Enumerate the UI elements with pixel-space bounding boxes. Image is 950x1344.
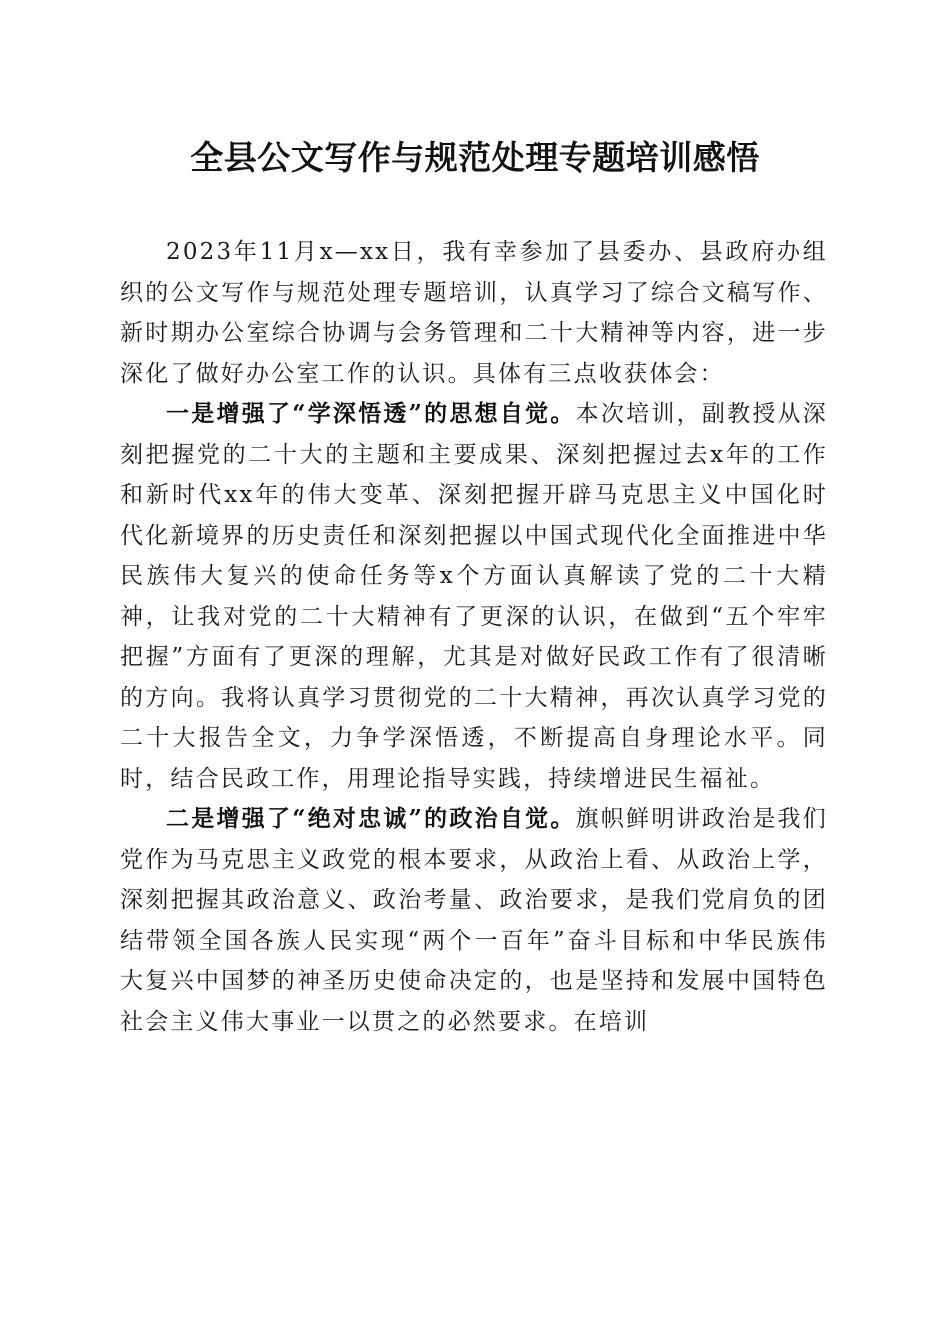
document-title: 全县公文写作与规范处理专题培训感悟 — [190, 138, 760, 177]
paragraph-text: 本次培训，副教授从深刻把握党的二十大的主题和主要成果、深刻把握过去x年的工作和新时代xx年的伟大变革、深刻把握开辟马克思主义中国化时代化新境界的历史责任和深刻把握以中国式现代化全面推进中华民族伟大复兴的使命任务等x个方面认真解读了党的二十大精神，让我对党的二十大精神有了更深的认识，在做到“五个牢牢把握”方面有了更深的理解，尤其是对做好民政工作有了很清晰的方向。我将认真学习贯彻党的二十大精神，再次认真学习党的二十大报告全文，力争学深悟透，不断提高自身理论水平。同时，结合民政工作，用理论指导实践，持续增进民生福祉。 — [120, 401, 829, 792]
paragraph-point-one — [120, 394, 828, 799]
document-body — [120, 232, 828, 1042]
paragraph-intro — [120, 232, 828, 394]
paragraph-lead: 二是增强了“绝对忠诚”的政治自觉。 — [166, 805, 576, 832]
paragraph-point-two — [120, 799, 828, 1042]
paragraph-text: 2023年11月x—xx日，我有幸参加了县委办、县政府办组织的公文写作与规范处理专题培训，认真学习了综合文稿写作、新时期办公室综合协调与会务管理和二十大精神等内容，进一步深化了做好办公室工作的认识。具体有三点收获体会： — [120, 239, 828, 387]
paragraph-lead: 一是增强了“学深悟透”的思想自觉。 — [166, 400, 576, 427]
paragraph-text: 旗帜鲜明讲政治是我们党作为马克思主义政党的根本要求，从政治上看、从政治上学，深刻把握其政治意义、政治考量、政治要求，是我们党肩负的团结带领全国各族人民实现“两个一百年”奋斗目标和中华民族伟大复兴中国梦的神圣历史使命决定的，也是坚持和发展中国特色社会主义伟大事业一以贯之的必然要求。在培训 — [120, 806, 829, 1035]
